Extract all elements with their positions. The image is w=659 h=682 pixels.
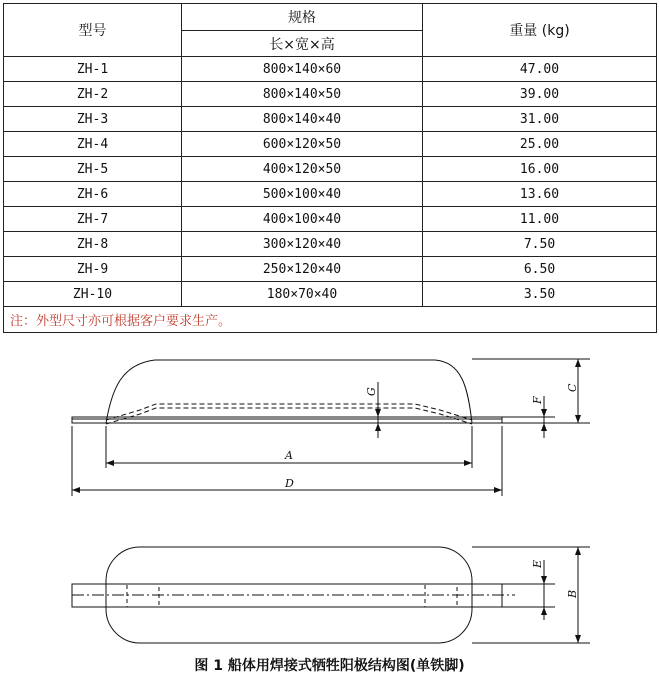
cell-model: ZH-2 bbox=[4, 82, 182, 107]
cell-model: ZH-4 bbox=[4, 132, 182, 157]
header-model: 型号 bbox=[4, 4, 182, 57]
table-row bbox=[4, 282, 657, 307]
cell-weight: 3.50 bbox=[423, 282, 657, 307]
dim-label-f: F bbox=[531, 396, 544, 404]
dim-label-b: B bbox=[566, 589, 579, 598]
cell-spec: 800×140×50 bbox=[182, 82, 423, 107]
table-row bbox=[4, 257, 657, 282]
cell-spec: 180×70×40 bbox=[182, 282, 423, 307]
cell-model: ZH-10 bbox=[4, 282, 182, 307]
table-row bbox=[4, 82, 657, 107]
table-row bbox=[4, 132, 657, 157]
cell-model: ZH-8 bbox=[4, 232, 182, 257]
table-row bbox=[4, 57, 657, 82]
table-row bbox=[4, 157, 657, 182]
cell-spec: 400×120×50 bbox=[182, 157, 423, 182]
cell-model: ZH-9 bbox=[4, 257, 182, 282]
anode-side-body bbox=[106, 360, 472, 423]
dim-label-c: C bbox=[566, 383, 579, 392]
iron-foot-side bbox=[72, 417, 502, 423]
header-spec: 规格 bbox=[182, 4, 423, 31]
cell-spec: 300×120×40 bbox=[182, 232, 423, 257]
spec-table bbox=[3, 3, 657, 333]
header-spec-sub: 长×宽×高 bbox=[182, 31, 423, 57]
cell-weight: 31.00 bbox=[423, 107, 657, 132]
table-row bbox=[4, 232, 657, 257]
cell-model: ZH-7 bbox=[4, 207, 182, 232]
cell-spec: 800×140×40 bbox=[182, 107, 423, 132]
dim-label-g: G bbox=[365, 387, 378, 396]
cell-model: ZH-6 bbox=[4, 182, 182, 207]
table-row bbox=[4, 207, 657, 232]
cell-model: ZH-3 bbox=[4, 107, 182, 132]
cell-weight: 7.50 bbox=[423, 232, 657, 257]
cell-weight: 39.00 bbox=[423, 82, 657, 107]
dim-label-d: D bbox=[285, 477, 294, 490]
cell-weight: 11.00 bbox=[423, 207, 657, 232]
cell-weight: 25.00 bbox=[423, 132, 657, 157]
cell-spec: 250×120×40 bbox=[182, 257, 423, 282]
anode-structure-drawing bbox=[0, 348, 659, 653]
cell-spec: 600×120×50 bbox=[182, 132, 423, 157]
table-row bbox=[4, 182, 657, 207]
table-row bbox=[4, 107, 657, 132]
dim-label-e: E bbox=[531, 559, 544, 568]
iron-foot-side-dashed bbox=[106, 404, 472, 420]
figure-caption: 图 1 船体用焊接式牺牲阳极结构图(单铁脚) bbox=[194, 658, 465, 674]
cell-weight: 16.00 bbox=[423, 157, 657, 182]
header-weight: 重量 (kg) bbox=[423, 4, 657, 57]
cell-weight: 6.50 bbox=[423, 257, 657, 282]
cell-spec: 400×100×40 bbox=[182, 207, 423, 232]
cell-model: ZH-5 bbox=[4, 157, 182, 182]
cell-spec: 800×140×60 bbox=[182, 57, 423, 82]
table-note: 注：外型尺寸亦可根据客户要求生产。 bbox=[4, 307, 657, 333]
cell-weight: 13.60 bbox=[423, 182, 657, 207]
dim-label-a: A bbox=[285, 449, 293, 462]
cell-model: ZH-1 bbox=[4, 57, 182, 82]
cell-spec: 500×100×40 bbox=[182, 182, 423, 207]
cell-weight: 47.00 bbox=[423, 57, 657, 82]
